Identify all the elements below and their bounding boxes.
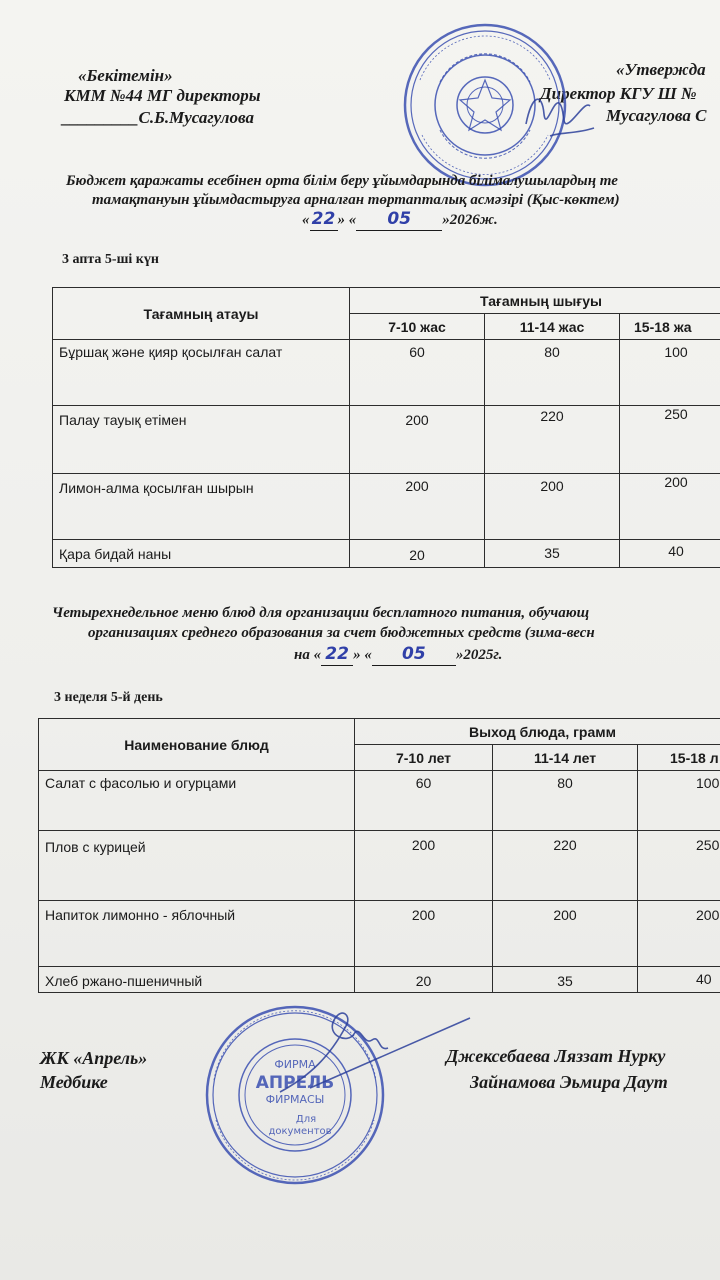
dish-name: Қара бидай наны <box>53 540 350 568</box>
date-separator: » « <box>337 212 357 228</box>
table-header-age: 7-10 лет <box>355 745 493 771</box>
dish-name: Бұршақ және қияр қосылған салат <box>53 340 350 406</box>
footer-name-2: Зайнамова Эьмира Даут <box>470 1072 668 1092</box>
table-header-age: 15-18 л <box>638 745 720 771</box>
dish-name: Салат с фасолью и огурцами <box>39 771 355 831</box>
date-day-kz: 22 <box>311 209 336 229</box>
table-header-name: Наименование блюд <box>39 719 355 771</box>
dish-name: Напиток лимонно - яблочный <box>39 901 355 967</box>
dish-yield: 200 <box>350 474 485 540</box>
table-row <box>39 771 720 831</box>
dish-name: Хлеб ржано-пшеничный <box>39 967 355 993</box>
stamp-firm-gen: ФИРМАСЫ <box>265 1093 325 1106</box>
menu-table-ru <box>38 718 720 993</box>
table-header-yield: Тағамның шығуы <box>350 288 720 314</box>
table-row <box>39 901 720 967</box>
footer-org: ЖК «Апрель» <box>40 1048 148 1068</box>
dish-yield: 200 <box>638 901 720 967</box>
dish-name: Плов с курицей <box>39 831 355 901</box>
director-signature-line: _________С.Б.Мусагулова <box>62 108 254 127</box>
dish-yield: 40 <box>620 540 720 568</box>
menu-title-ru-line2: организациях среднего образования за счет бюджетных средств (зима-весн <box>88 625 595 641</box>
stamp-firm: ФИРМА <box>274 1058 316 1071</box>
date-year-kz: »2026ж. <box>442 212 498 228</box>
dish-yield: 60 <box>355 771 493 831</box>
date-month-ru: 05 <box>401 644 426 664</box>
dish-yield: 200 <box>350 406 485 474</box>
footer-role: Медбике <box>40 1072 108 1092</box>
dish-yield: 200 <box>620 474 720 540</box>
dish-yield: 60 <box>350 340 485 406</box>
stamp-docs-2: документов <box>268 1126 332 1137</box>
day-label-ru: 3 неделя 5-й день <box>54 690 163 705</box>
table-row <box>53 340 720 406</box>
dish-yield: 200 <box>355 901 493 967</box>
menu-title-kz-line2: тамақтануын ұйымдастыруға арналған төртапталық асмәзірі (Қыс-көктем) <box>92 192 620 208</box>
stamp-name: АПРЕЛЬ <box>255 1073 335 1093</box>
date-month-kz: 05 <box>387 209 412 229</box>
stamp-docs-1: Для <box>295 1114 317 1125</box>
director-title-kz: КММ №44 МГ директоры <box>64 86 261 105</box>
approve-label-ru: «Утвержда <box>616 60 706 79</box>
dish-yield: 35 <box>485 540 620 568</box>
dish-yield: 220 <box>485 406 620 474</box>
dish-yield: 100 <box>620 340 720 406</box>
table-header-yield: Выход блюда, грамм <box>355 719 720 745</box>
menu-title-ru-line1: Четырехнедельное меню блюд для организации бесплатного питания, обучающ <box>52 605 590 621</box>
table-header-age: 11-14 лет <box>493 745 638 771</box>
menu-title-kz-line1: Бюджет қаражаты есебінен орта білім беру ұйымдарында білімалушылардың те <box>66 173 618 189</box>
dish-yield: 35 <box>493 967 638 993</box>
date-quote: « <box>302 212 310 228</box>
day-label-kz: 3 апта 5-ші күн <box>62 252 159 267</box>
dish-yield: 200 <box>355 831 493 901</box>
table-row <box>39 967 720 993</box>
table-header-name: Тағамның атауы <box>53 288 350 340</box>
dish-yield: 220 <box>493 831 638 901</box>
date-prefix: на « <box>294 647 322 663</box>
dish-yield: 100 <box>638 771 720 831</box>
dish-yield: 200 <box>493 901 638 967</box>
date-day-ru: 22 <box>325 644 349 664</box>
approve-label-kz: «Бекітемін» <box>78 66 173 85</box>
dish-yield: 250 <box>620 406 720 474</box>
table-row <box>53 474 720 540</box>
menu-table-kz <box>52 287 720 568</box>
table-header-age: 7-10 жас <box>350 314 485 340</box>
director-name-ru: Мусагулова С <box>606 106 707 125</box>
dish-yield: 250 <box>638 831 720 901</box>
medic-signature-icon <box>250 996 480 1106</box>
menu-date-ru <box>294 645 502 666</box>
dish-yield: 20 <box>350 540 485 568</box>
table-header-age: 15-18 жа <box>620 314 720 340</box>
table-row <box>53 406 720 474</box>
dish-name: Лимон-алма қосылған шырын <box>53 474 350 540</box>
dish-yield: 80 <box>485 340 620 406</box>
dish-name: Палау тауық етімен <box>53 406 350 474</box>
dish-yield: 80 <box>493 771 638 831</box>
director-signature-icon <box>520 84 600 148</box>
table-row <box>53 540 720 568</box>
table-header-age: 11-14 жас <box>485 314 620 340</box>
date-separator: » « <box>353 647 372 663</box>
dish-yield: 20 <box>355 967 493 993</box>
dish-yield: 200 <box>485 474 620 540</box>
footer-name-1: Джексебаева Ляззат Нурку <box>446 1046 666 1066</box>
dish-yield: 40 <box>638 967 720 993</box>
director-title-ru: Директор КГУ Ш № <box>540 84 697 103</box>
table-row <box>39 831 720 901</box>
date-year-ru: »2025г. <box>455 647 503 663</box>
menu-date-kz <box>302 210 498 231</box>
